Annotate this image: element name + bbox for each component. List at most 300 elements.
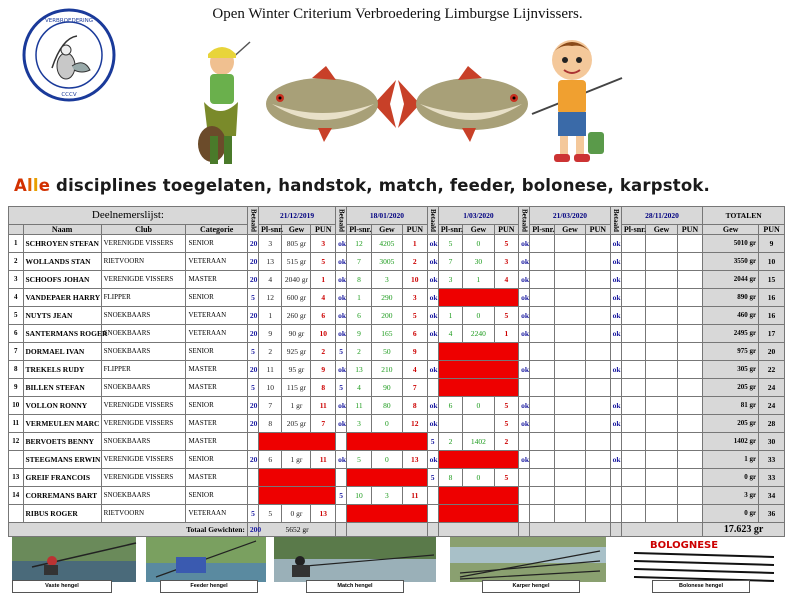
- weight-cell: 0: [463, 469, 494, 487]
- participant-name: VOLLON RONNY: [23, 397, 101, 415]
- place-cell: 3: [347, 415, 372, 433]
- weight-cell: 925 gr: [282, 343, 311, 361]
- paid-cell: 20: [247, 307, 258, 325]
- weight-cell: [646, 253, 677, 271]
- paid-cell: ok: [519, 415, 530, 433]
- participant-club: RIETVOORN: [101, 505, 186, 523]
- paid-cell: 20: [247, 361, 258, 379]
- match-fishing-photo-icon: [274, 537, 436, 582]
- weight-cell: [646, 271, 677, 289]
- paid-cell: [427, 505, 438, 523]
- paid-cell: ok: [610, 235, 621, 253]
- weight-cell: [554, 307, 585, 325]
- participant-name: VANDEPAER HARRY: [23, 289, 101, 307]
- row-number: 11: [9, 415, 24, 433]
- points-cell: 5: [494, 415, 519, 433]
- place-cell: [530, 487, 555, 505]
- paid-cell: ok: [610, 361, 621, 379]
- points-cell: [586, 469, 611, 487]
- fish-icon: [398, 66, 532, 142]
- place-cell: 6: [259, 451, 282, 469]
- svg-text:CCCV: CCCV: [61, 92, 77, 98]
- betaald-header: Betaald: [519, 207, 530, 235]
- paid-cell: [247, 433, 258, 451]
- weight-cell: [554, 361, 585, 379]
- participant-club: SNOEKBAARS: [101, 307, 186, 325]
- points-cell: [677, 289, 703, 307]
- participant-club: VERENIGDE VISSERS: [101, 415, 186, 433]
- place-cell: [621, 487, 646, 505]
- total-points: 36: [759, 505, 785, 523]
- place-cell: 9: [259, 325, 282, 343]
- place-cell: 4: [438, 325, 463, 343]
- participant-name: BILLEN STEFAN: [23, 379, 101, 397]
- row-number: 7: [9, 343, 24, 361]
- points-cell: 6: [403, 325, 428, 343]
- points-cell: [586, 451, 611, 469]
- row-number: 10: [9, 397, 24, 415]
- points-cell: 3: [311, 235, 336, 253]
- points-cell: [677, 433, 703, 451]
- bolognese-rod-ad-icon: [630, 537, 778, 582]
- total-weight: 3550 gr: [703, 253, 759, 271]
- weight-cell: [554, 325, 585, 343]
- points-cell: [586, 253, 611, 271]
- weight-cell: [646, 451, 677, 469]
- total-points: 34: [759, 487, 785, 505]
- place-cell: 1: [438, 307, 463, 325]
- participant-category: SENIOR: [186, 343, 247, 361]
- col-category: Categorie: [186, 225, 247, 235]
- weight-cell: 1: [463, 271, 494, 289]
- feeder-fishing-photo-icon: [146, 537, 266, 582]
- weight-cell: 115 gr: [282, 379, 311, 397]
- weight-cell: [646, 379, 677, 397]
- place-cell: [621, 307, 646, 325]
- absent-cell: [438, 505, 518, 523]
- paid-cell: ok: [519, 325, 530, 343]
- participant-name: GREIF FRANCOIS: [23, 469, 101, 487]
- table-row: [9, 415, 785, 433]
- weight-cell: [646, 361, 677, 379]
- participant-category: MASTER: [186, 415, 247, 433]
- col-pl: Pl-snr.: [438, 225, 463, 235]
- paid-cell: ok: [336, 235, 347, 253]
- points-cell: 2: [403, 253, 428, 271]
- paid-cell: ok: [610, 451, 621, 469]
- absent-cell: [347, 469, 427, 487]
- points-cell: 4: [494, 271, 519, 289]
- total-weight: 975 gr: [703, 343, 759, 361]
- place-cell: 10: [347, 487, 372, 505]
- points-cell: 3: [494, 253, 519, 271]
- weight-cell: [554, 289, 585, 307]
- paid-cell: [610, 343, 621, 361]
- fish-icon: [262, 66, 396, 142]
- points-cell: [586, 433, 611, 451]
- absent-cell: [438, 289, 518, 307]
- paid-cell: 5: [336, 343, 347, 361]
- points-cell: [586, 379, 611, 397]
- place-cell: 12: [347, 235, 372, 253]
- place-cell: [530, 271, 555, 289]
- weight-cell: [646, 343, 677, 361]
- points-cell: [586, 271, 611, 289]
- points-cell: [677, 235, 703, 253]
- total-points: 16: [759, 307, 785, 325]
- paid-cell: ok: [336, 397, 347, 415]
- paid-cell: 5: [247, 379, 258, 397]
- total-points: 16: [759, 289, 785, 307]
- paid-cell: [519, 433, 530, 451]
- col-gew: Gew: [371, 225, 402, 235]
- paid-cell: ok: [610, 397, 621, 415]
- weight-cell: [463, 415, 494, 433]
- cartoon-fisherman-icon: [190, 40, 252, 170]
- col-pun: PUN: [403, 225, 428, 235]
- row-number: 13: [9, 469, 24, 487]
- paid-cell: 20: [247, 235, 258, 253]
- table-row: [9, 271, 785, 289]
- points-cell: [677, 307, 703, 325]
- weight-cell: [554, 433, 585, 451]
- paid-cell: 5: [427, 433, 438, 451]
- participant-category: MASTER: [186, 379, 247, 397]
- paid-cell: ok: [427, 325, 438, 343]
- place-cell: 13: [259, 253, 282, 271]
- points-cell: [677, 325, 703, 343]
- points-cell: 13: [311, 505, 336, 523]
- participant-category: MASTER: [186, 361, 247, 379]
- place-cell: [530, 289, 555, 307]
- total-points: 30: [759, 433, 785, 451]
- paid-cell: [519, 505, 530, 523]
- weight-cell: [554, 469, 585, 487]
- paid-cell: ok: [610, 271, 621, 289]
- participant-club: VERENIGDE VISSERS: [101, 397, 186, 415]
- points-cell: 10: [311, 325, 336, 343]
- points-cell: 8: [311, 379, 336, 397]
- points-cell: 5: [494, 307, 519, 325]
- total-weight-day1: 5652 gr: [259, 523, 336, 537]
- absent-cell: [259, 487, 336, 505]
- photo-caption: Bolonese hengel: [652, 580, 750, 593]
- participants-table: [8, 206, 785, 537]
- col-pun: PUN: [311, 225, 336, 235]
- weight-cell: [646, 397, 677, 415]
- totals-header: TOTALEN: [703, 207, 785, 225]
- points-cell: [586, 361, 611, 379]
- table-row: [9, 307, 785, 325]
- place-cell: 8: [438, 469, 463, 487]
- paid-cell: 20: [247, 325, 258, 343]
- place-cell: [530, 469, 555, 487]
- place-cell: 13: [347, 361, 372, 379]
- points-cell: [677, 415, 703, 433]
- points-cell: [677, 487, 703, 505]
- points-cell: [677, 343, 703, 361]
- col-total-pun: PUN: [759, 225, 785, 235]
- place-cell: [530, 379, 555, 397]
- table-row: [9, 505, 785, 523]
- weight-cell: 290: [371, 289, 402, 307]
- participant-category: SENIOR: [186, 235, 247, 253]
- points-cell: 2: [494, 433, 519, 451]
- absent-cell: [438, 487, 518, 505]
- row-number: 1: [9, 235, 24, 253]
- weight-cell: [554, 505, 585, 523]
- place-cell: 4: [259, 271, 282, 289]
- weight-cell: 30: [463, 253, 494, 271]
- participant-name: SCHOOFS JOHAN: [23, 271, 101, 289]
- date-header: 21/03/2020: [530, 207, 610, 225]
- place-cell: 9: [347, 325, 372, 343]
- paid-cell: ok: [519, 397, 530, 415]
- row-number: 4: [9, 289, 24, 307]
- place-cell: [530, 415, 555, 433]
- points-cell: 4: [403, 361, 428, 379]
- total-points: 24: [759, 379, 785, 397]
- paid-cell: ok: [610, 307, 621, 325]
- row-number: [9, 505, 24, 523]
- points-cell: [586, 415, 611, 433]
- weight-cell: [554, 235, 585, 253]
- photo-caption: Karper hengel: [482, 580, 580, 593]
- weight-cell: 90 gr: [282, 325, 311, 343]
- paid-cell: [247, 487, 258, 505]
- table-row: [9, 235, 785, 253]
- points-cell: 6: [311, 307, 336, 325]
- weight-cell: [554, 271, 585, 289]
- points-cell: [586, 235, 611, 253]
- absent-cell: [347, 433, 427, 451]
- paid-cell: ok: [336, 415, 347, 433]
- paid-cell: [247, 469, 258, 487]
- total-weight: 890 gr: [703, 289, 759, 307]
- paid-cell: ok: [336, 253, 347, 271]
- points-cell: 4: [311, 289, 336, 307]
- page-title: Open Winter Criterium Verbroedering Limburgse Lijnvissers.: [212, 6, 583, 22]
- place-cell: 11: [259, 361, 282, 379]
- place-cell: 7: [438, 253, 463, 271]
- table-row: [9, 325, 785, 343]
- table-row: [9, 361, 785, 379]
- paid-cell: [610, 469, 621, 487]
- weight-cell: 50: [371, 343, 402, 361]
- betaald-header: Betaald: [427, 207, 438, 235]
- participant-club: FLIPPER: [101, 289, 186, 307]
- place-cell: [621, 379, 646, 397]
- photo-caption: Match hengel: [306, 580, 404, 593]
- points-cell: [586, 307, 611, 325]
- place-cell: [621, 415, 646, 433]
- total-weight: 1 gr: [703, 451, 759, 469]
- points-cell: [586, 505, 611, 523]
- weight-cell: 600 gr: [282, 289, 311, 307]
- weight-cell: [554, 451, 585, 469]
- paid-cell: [427, 487, 438, 505]
- paid-cell: 20: [247, 415, 258, 433]
- total-points: 15: [759, 271, 785, 289]
- weight-cell: 2240: [463, 325, 494, 343]
- points-cell: [586, 397, 611, 415]
- points-cell: 11: [311, 451, 336, 469]
- paid-cell: ok: [336, 271, 347, 289]
- total-weight: 205 gr: [703, 415, 759, 433]
- paid-cell: [336, 469, 347, 487]
- photo-caption: Vaste hengel: [12, 580, 112, 593]
- participant-name: CORREMANS BART: [23, 487, 101, 505]
- place-cell: [621, 451, 646, 469]
- paid-cell: [610, 433, 621, 451]
- place-cell: [530, 253, 555, 271]
- absent-cell: [259, 433, 336, 451]
- total-points: 22: [759, 361, 785, 379]
- paid-cell: ok: [427, 253, 438, 271]
- row-number: 3: [9, 271, 24, 289]
- table-row: [9, 289, 785, 307]
- points-cell: 9: [403, 343, 428, 361]
- points-cell: 5: [494, 397, 519, 415]
- paid-cell: ok: [427, 307, 438, 325]
- place-cell: 8: [347, 271, 372, 289]
- paid-cell: ok: [519, 289, 530, 307]
- participant-club: VERENIGDE VISSERS: [101, 271, 186, 289]
- paid-cell: ok: [519, 307, 530, 325]
- paid-cell: ok: [336, 451, 347, 469]
- cartoon-boy-fishing-icon: [528, 34, 624, 166]
- paid-cell: ok: [519, 253, 530, 271]
- points-cell: 1: [311, 271, 336, 289]
- betaald-total: 200: [247, 523, 258, 537]
- place-cell: 11: [347, 397, 372, 415]
- paid-cell: 5: [336, 487, 347, 505]
- total-points: 17: [759, 325, 785, 343]
- place-cell: [621, 253, 646, 271]
- paid-cell: ok: [427, 451, 438, 469]
- points-cell: 13: [403, 451, 428, 469]
- points-cell: [677, 271, 703, 289]
- place-cell: [530, 325, 555, 343]
- weight-cell: [554, 343, 585, 361]
- row-number: 12: [9, 433, 24, 451]
- weight-cell: [646, 325, 677, 343]
- place-cell: 3: [438, 271, 463, 289]
- total-weight: 5010 gr: [703, 235, 759, 253]
- points-cell: [677, 253, 703, 271]
- col-pl: Pl-snr.: [347, 225, 372, 235]
- place-cell: [530, 451, 555, 469]
- table-row: [9, 487, 785, 505]
- row-number: 6: [9, 325, 24, 343]
- points-cell: [677, 379, 703, 397]
- table-row: [9, 253, 785, 271]
- paid-cell: [519, 469, 530, 487]
- paid-cell: ok: [519, 235, 530, 253]
- place-cell: [621, 325, 646, 343]
- place-cell: 5: [347, 451, 372, 469]
- paid-cell: ok: [336, 325, 347, 343]
- points-cell: 1: [403, 235, 428, 253]
- place-cell: 10: [259, 379, 282, 397]
- weight-cell: [646, 307, 677, 325]
- row-number: [9, 451, 24, 469]
- participant-club: SNOEKBAARS: [101, 325, 186, 343]
- total-points: 33: [759, 451, 785, 469]
- col-pun: PUN: [494, 225, 519, 235]
- participant-club: SNOEKBAARS: [101, 487, 186, 505]
- points-cell: 5: [494, 235, 519, 253]
- date-header: 28/11/2020: [621, 207, 702, 225]
- col-club: Club: [101, 225, 186, 235]
- place-cell: [621, 343, 646, 361]
- place-cell: 1: [259, 307, 282, 325]
- weight-cell: 1 gr: [282, 397, 311, 415]
- points-cell: 12: [403, 415, 428, 433]
- paid-cell: ok: [427, 415, 438, 433]
- table-row: [9, 469, 785, 487]
- paid-cell: 20: [247, 253, 258, 271]
- weight-cell: [646, 289, 677, 307]
- place-cell: 5: [438, 235, 463, 253]
- weight-cell: 210: [371, 361, 402, 379]
- place-cell: [621, 505, 646, 523]
- weight-cell: 0: [463, 235, 494, 253]
- participant-category: VETERAAN: [186, 253, 247, 271]
- total-points: 28: [759, 415, 785, 433]
- weight-cell: [554, 397, 585, 415]
- paid-cell: [427, 379, 438, 397]
- participant-category: MASTER: [186, 271, 247, 289]
- weight-cell: [646, 235, 677, 253]
- points-cell: 1: [494, 325, 519, 343]
- paid-cell: ok: [336, 289, 347, 307]
- date-header: 21/12/2019: [259, 207, 336, 225]
- paid-cell: [336, 505, 347, 523]
- place-cell: 2: [259, 343, 282, 361]
- points-cell: [677, 361, 703, 379]
- club-logo-icon: [22, 8, 116, 102]
- paid-cell: ok: [427, 289, 438, 307]
- weight-cell: 90: [371, 379, 402, 397]
- participant-category: SENIOR: [186, 397, 247, 415]
- total-weight: 205 gr: [703, 379, 759, 397]
- points-cell: [586, 289, 611, 307]
- points-cell: 3: [403, 289, 428, 307]
- weight-cell: 0: [371, 451, 402, 469]
- participant-club: SNOEKBAARS: [101, 343, 186, 361]
- paid-cell: 5: [247, 289, 258, 307]
- paid-cell: ok: [519, 361, 530, 379]
- participant-category: MASTER: [186, 469, 247, 487]
- col-gew: Gew: [554, 225, 585, 235]
- participant-name: SCHROYEN STEFAN: [23, 235, 101, 253]
- place-cell: [621, 289, 646, 307]
- weight-cell: 0: [463, 397, 494, 415]
- participant-category: VETERAAN: [186, 325, 247, 343]
- participant-category: SENIOR: [186, 289, 247, 307]
- points-cell: [586, 325, 611, 343]
- points-cell: [586, 487, 611, 505]
- col-gew: Gew: [646, 225, 677, 235]
- weight-cell: 0 gr: [282, 505, 311, 523]
- participant-club: VERENIGDE VISSERS: [101, 451, 186, 469]
- col-pl: Pl-snr.: [259, 225, 282, 235]
- paid-cell: ok: [610, 253, 621, 271]
- place-cell: 3: [259, 235, 282, 253]
- date-header: 1/03/2020: [438, 207, 518, 225]
- place-cell: [530, 433, 555, 451]
